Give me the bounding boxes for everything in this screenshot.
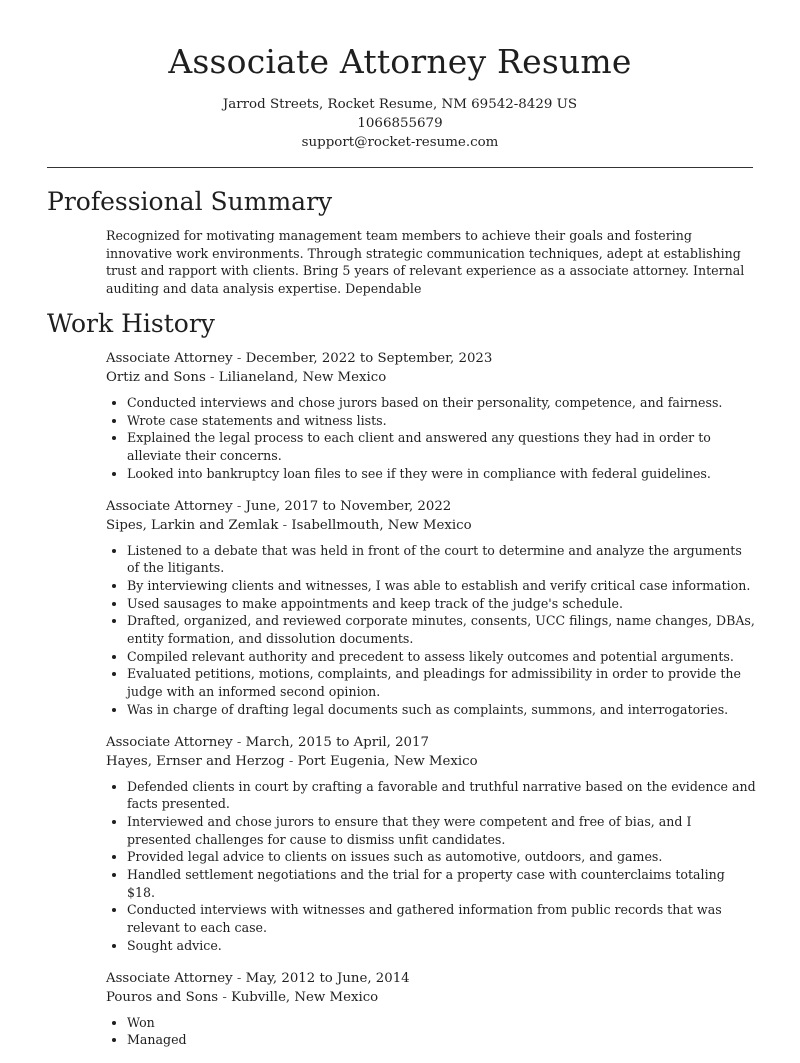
job-bullet: • Used sausages to make appointments and keep track of the judge's schedule. [127, 595, 756, 613]
job-bullet-list [106, 778, 756, 955]
header-divider [47, 167, 753, 168]
job-separator: - [232, 734, 246, 750]
job-bullet: • Wrote case statements and witness lists. [127, 412, 756, 430]
job-role-line [106, 969, 756, 988]
job-bullet: • Explained the legal process to each client and answered any questions they had in order to alleviate their concerns. [127, 429, 756, 464]
job-separator: - [205, 370, 219, 385]
job-company-line [106, 988, 756, 1007]
job-location: Isabellmouth, New Mexico [291, 517, 472, 533]
summary-heading: Professional Summary [47, 187, 333, 216]
job-location: Port Eugenia, New Mexico [297, 753, 478, 769]
contact-email: support@rocket-resume.com [301, 135, 499, 151]
work-history-heading: Work History [47, 309, 215, 338]
job-bullet: • Managed [127, 1031, 756, 1049]
job-bullet-list [106, 394, 756, 483]
job-separator: - [218, 989, 232, 1005]
job-entry [106, 733, 756, 955]
job-dates: December, 2022 to September, 2023 [245, 351, 493, 366]
job-bullet: • Handled settlement negotiations and the trial for a property case with counterclaims totaling $18. [127, 866, 756, 901]
resume-title: Associate Attorney Resume [168, 42, 632, 81]
job-company-line [106, 516, 756, 535]
job-separator: - [232, 970, 246, 986]
job-company-line [106, 368, 756, 387]
job-bullet: • Interviewed and chose jurors to ensure that they were competent and free of bias, and I presented challenges for cause to dismiss unfit candidates. [127, 813, 756, 848]
job-bullet: • Provided legal advice to clients on issues such as automotive, outdoors, and games. [127, 848, 756, 866]
work-history-list [106, 349, 756, 1063]
job-entry [106, 497, 756, 719]
job-separator: - [278, 517, 292, 533]
summary-text: Recognized for motivating management team members to achieve their goals and fostering innovative work environments. Through strategic communication techniques, adept at establishing trust and rapport with clients. Bring 5 years of relevant experience as a associate attorney. Internal auditing and data analysis expertise. Dependable [106, 228, 745, 297]
job-company: Hayes, Ernser and Herzog [106, 753, 285, 769]
job-bullet: • Compiled relevant authority and precedent to assess likely outcomes and potential arguments. [127, 648, 756, 666]
job-dates: May, 2012 to June, 2014 [245, 970, 410, 986]
job-bullet: • Conducted interviews with witnesses and gathered information from public records that was relevant to each case. [127, 901, 756, 936]
job-bullet: • Drafted, organized, and reviewed corporate minutes, consents, UCC filings, name changes, DBAs, entity formation, and dissolution documents. [127, 612, 756, 647]
job-entry [106, 349, 756, 483]
job-bullet: • Sought advice. [127, 937, 756, 955]
job-separator: - [232, 498, 246, 514]
job-company: Pouros and Sons [106, 989, 219, 1005]
job-bullet: • Looked into bankruptcy loan files to see if they were in compliance with federal guidelines. [127, 465, 756, 483]
job-separator: - [232, 351, 246, 366]
contact-block [0, 95, 800, 153]
resume-header [0, 0, 800, 153]
job-location: Lilianeland, New Mexico [218, 370, 387, 385]
job-dates: June, 2017 to November, 2022 [245, 498, 452, 514]
job-dates: March, 2015 to April, 2017 [245, 734, 429, 750]
job-role: Associate Attorney [106, 734, 233, 750]
job-bullet: • Evaluated petitions, motions, complaints, and pleadings for admissibility in order to provide the judge with an informed second opinion. [127, 665, 756, 700]
job-role: Associate Attorney [106, 498, 233, 514]
job-bullet: • Defended clients in court by crafting a favorable and truthful narrative based on the evidence and facts presented. [127, 778, 756, 813]
contact-phone: 1066855679 [357, 116, 443, 132]
job-role: Associate Attorney [106, 351, 233, 366]
job-separator: - [284, 753, 298, 769]
job-bullet-list [106, 542, 756, 719]
job-role-line [106, 497, 756, 516]
job-bullet: • Conducted interviews and chose jurors based on their personality, competence, and fairness. [127, 394, 756, 412]
job-company-line [106, 752, 756, 771]
job-location: Kubville, New Mexico [231, 989, 379, 1005]
job-bullet: • By interviewing clients and witnesses, I was able to establish and verify critical case information. [127, 577, 756, 595]
job-role-line [106, 733, 756, 752]
job-entry [106, 969, 756, 1049]
job-role-line [106, 349, 756, 368]
job-bullet: • Was in charge of drafting legal documents such as complaints, summons, and interrogatories. [127, 701, 756, 719]
job-bullet-list [106, 1014, 756, 1049]
job-company: Ortiz and Sons [106, 370, 206, 385]
contact-address: Jarrod Streets, Rocket Resume, NM 69542-8429 US [222, 97, 578, 112]
job-bullet: • Won [127, 1014, 756, 1032]
job-bullet: • Listened to a debate that was held in front of the court to determine and analyze the arguments of the litigants. [127, 542, 756, 577]
job-company: Sipes, Larkin and Zemlak [106, 517, 279, 533]
job-role: Associate Attorney [106, 970, 233, 986]
